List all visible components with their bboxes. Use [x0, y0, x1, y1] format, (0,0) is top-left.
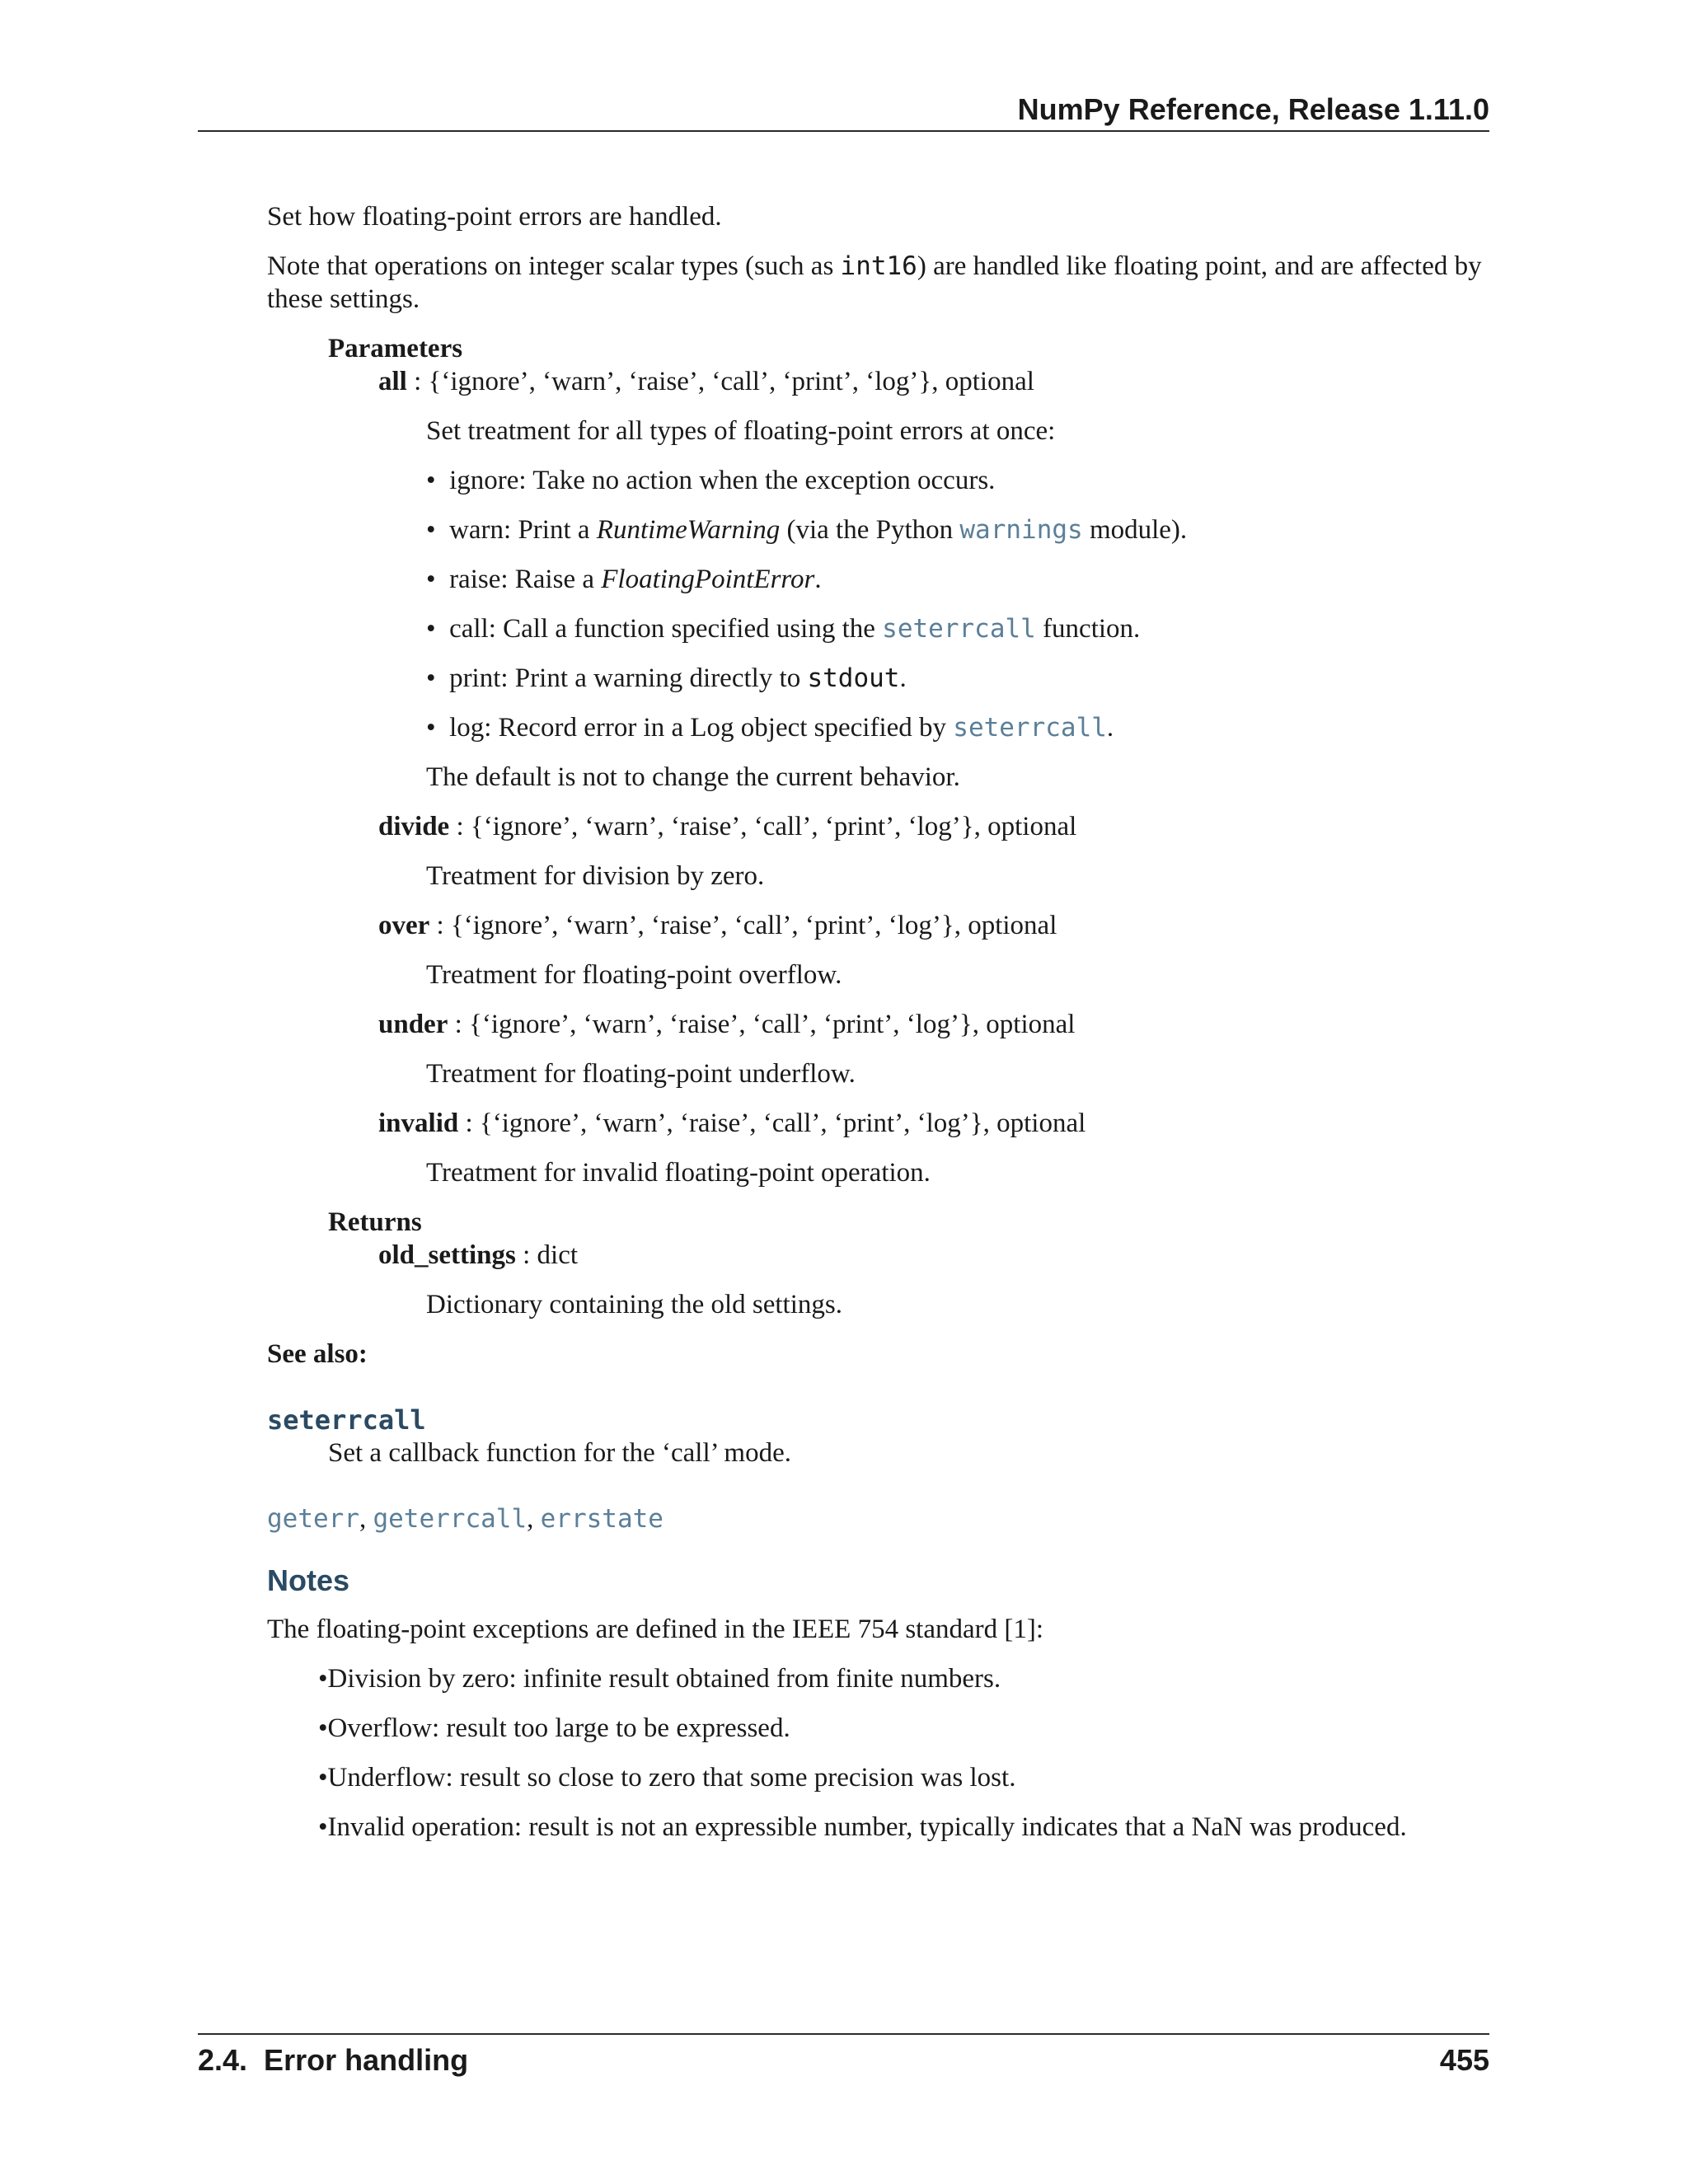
- bullet-mark: •: [426, 565, 450, 594]
- link-seterrcall[interactable]: seterrcall: [953, 713, 1107, 743]
- code-int16: int16: [840, 251, 917, 281]
- footer-section-title: 2.4. Error handling: [198, 2043, 469, 2077]
- returns-signature: old_settings : dict: [378, 1240, 579, 1270]
- bullet-warn: • warn: Print a RuntimeWarning (via the Python warnings module).: [426, 515, 1188, 545]
- notes-bullet: •Invalid operation: result is not an expressible number, typically indicates that a NaN was produced.: [318, 1812, 1407, 1842]
- see-also-heading: See also:: [267, 1339, 368, 1369]
- default-note: The default is not to change the current behavior.: [426, 762, 960, 792]
- returns-heading: Returns: [328, 1207, 422, 1237]
- link-geterr[interactable]: geterr: [267, 1504, 359, 1534]
- footer-rule: [198, 2033, 1489, 2035]
- bullet-call: • call: Call a function specified using the seterrcall function.: [426, 614, 1141, 644]
- see-also-related: geterr, geterrcall, errstate: [267, 1504, 663, 1534]
- param-divide-description: Treatment for division by zero.: [426, 861, 765, 891]
- param-invalid-description: Treatment for invalid floating-point operation.: [426, 1158, 931, 1188]
- link-errstate[interactable]: errstate: [540, 1504, 663, 1534]
- param-all-description: Set treatment for all types of floating-point errors at once:: [426, 416, 1056, 446]
- bullet-raise: • raise: Raise a FloatingPointError.: [426, 565, 822, 594]
- bullet-mark: •: [426, 466, 450, 495]
- bullet-print: • print: Print a warning directly to stdout.: [426, 663, 907, 693]
- bullet-log: • log: Record error in a Log object specified by seterrcall.: [426, 713, 1114, 743]
- notes-heading: Notes: [267, 1563, 350, 1597]
- page-number: 455: [1439, 2043, 1489, 2077]
- bullet-mark: •: [426, 515, 450, 545]
- see-also-seterrcall-link[interactable]: seterrcall: [267, 1404, 426, 1436]
- intro-note-cont: these settings.: [267, 284, 420, 314]
- param-name: all: [378, 367, 407, 396]
- intro-line: Set how floating-point errors are handled.: [267, 202, 722, 232]
- parameters-heading: Parameters: [328, 334, 463, 363]
- param-under-signature: under : {‘ignore’, ‘warn’, ‘raise’, ‘call’, ‘print’, ‘log’}, optional: [378, 1010, 1076, 1039]
- param-all-signature: all : {‘ignore’, ‘warn’, ‘raise’, ‘call’, ‘print’, ‘log’}, optional: [378, 367, 1034, 396]
- running-header: NumPy Reference, Release 1.11.0: [1017, 92, 1489, 126]
- bullet-mark: •: [426, 663, 450, 693]
- param-over-signature: over : {‘ignore’, ‘warn’, ‘raise’, ‘call’, ‘print’, ‘log’}, optional: [378, 911, 1057, 940]
- param-divide-signature: divide : {‘ignore’, ‘warn’, ‘raise’, ‘call’, ‘print’, ‘log’}, optional: [378, 812, 1077, 841]
- bullet-ignore: • ignore: Take no action when the exception occurs.: [426, 466, 996, 495]
- param-name: under: [378, 1010, 448, 1039]
- return-name: old_settings: [378, 1240, 516, 1270]
- returns-description: Dictionary containing the old settings.: [426, 1290, 842, 1319]
- notes-bullet: •Overflow: result too large to be expressed.: [318, 1713, 790, 1743]
- code-stdout: stdout: [807, 663, 900, 693]
- link-geterrcall[interactable]: geterrcall: [373, 1504, 528, 1534]
- link-seterrcall[interactable]: seterrcall: [882, 614, 1036, 644]
- param-name: divide: [378, 812, 450, 841]
- param-invalid-signature: invalid : {‘ignore’, ‘warn’, ‘raise’, ‘call’, ‘print’, ‘log’}, optional: [378, 1108, 1086, 1138]
- param-over-description: Treatment for floating-point overflow.: [426, 960, 842, 990]
- param-under-description: Treatment for floating-point underflow.: [426, 1059, 856, 1089]
- param-name: over: [378, 911, 430, 940]
- see-also-seterrcall-description: Set a callback function for the ‘call’ mode.: [328, 1438, 791, 1468]
- param-name: invalid: [378, 1108, 459, 1138]
- bullet-mark: •: [426, 614, 450, 644]
- link-warnings[interactable]: warnings: [959, 515, 1083, 545]
- intro-note: Note that operations on integer scalar types (such as int16) are handled like floating point, and are affected by: [267, 251, 1482, 281]
- notes-intro: The floating-point exceptions are defined in the IEEE 754 standard [1]:: [267, 1615, 1044, 1644]
- notes-bullet: •Division by zero: infinite result obtained from finite numbers.: [318, 1664, 1001, 1694]
- notes-bullet: •Underflow: result so close to zero that some precision was lost.: [318, 1763, 1016, 1793]
- bullet-mark: •: [426, 713, 450, 743]
- header-rule: [198, 130, 1489, 132]
